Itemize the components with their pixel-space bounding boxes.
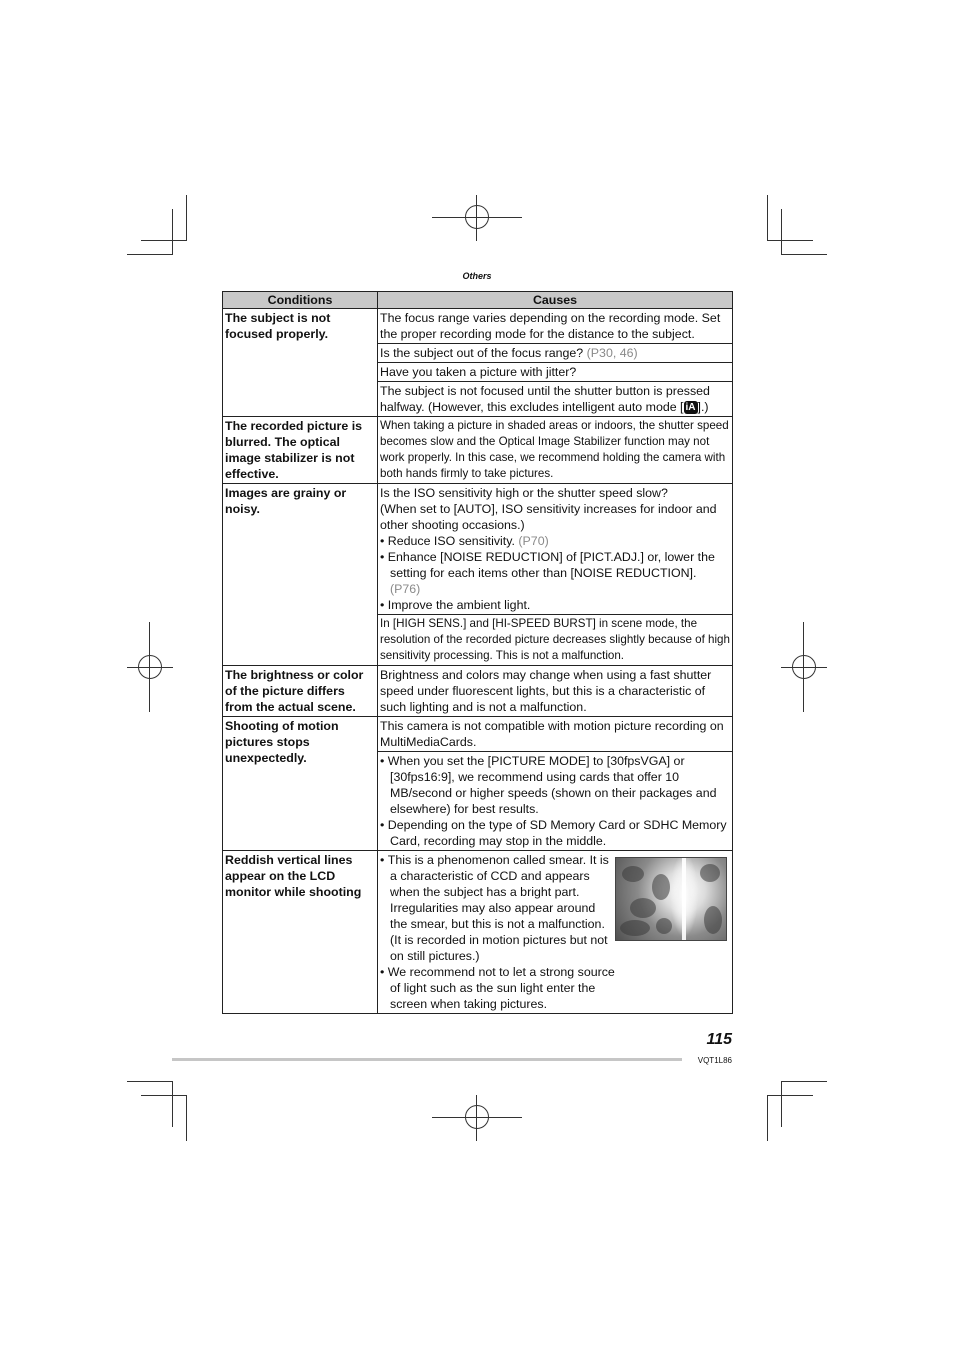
bullet-text: Reduce ISO sensitivity. [387,534,515,548]
bullet-item: • We recommend not to let a strong source of light such as the sun light enter the screen when taking pictures. [380,965,615,1011]
troubleshooting-table [222,291,733,1014]
table-row [223,309,733,344]
page-number: 115 [706,1031,732,1048]
page-reference: (P30, 46) [586,346,638,360]
table-row [223,417,733,484]
cause-cell [378,382,733,417]
smear-section [380,852,730,1012]
cause-text: Is the subject out of the focus range? [380,346,584,360]
bullet-text: Enhance [NOISE REDUCTION] of [PICT.ADJ.] or, lower the setting for each items other than [NOISE REDUCTION]. [387,550,715,580]
bullet-text: Improve the ambient light. [387,598,531,612]
bullet-item: • Reduce ISO sensitivity. (P70) [380,534,549,548]
intelligent-auto-icon: iA [685,402,696,414]
condition-cell: The recorded picture is blurred. The optical image stabilizer is not effective. [223,417,378,484]
table-row [223,851,733,1014]
bullet-item: • Improve the ambient light. [380,598,531,612]
bullet-item: • Enhance [NOISE REDUCTION] of [PICT.ADJ.] or, lower the setting for each items other than [NOISE REDUCTION]. (P76) [380,550,715,596]
cause-text: The subject is not focused until the shutter button is pressed halfway. (However, this excludes intelligent auto mode [ [380,384,710,414]
column-header-conditions: Conditions [223,292,378,309]
page-reference: (P76) [390,582,421,596]
cause-text: Is the ISO sensitivity high or the shutter speed slow? [380,486,668,500]
cause-cell: In [HIGH SENS.] and [HI-SPEED BURST] in scene mode, the resolution of the recorded picture decreases slightly because of high sensitivity processing. This is not a malfunction. [378,615,733,666]
cause-note: (When set to [AUTO], ISO sensitivity increases for indoor and other shooting occasions.) [380,502,717,532]
condition-cell: Shooting of motion pictures stops unexpectedly. [223,717,378,851]
cause-cell [378,752,733,851]
condition-cell: Images are grainy or noisy. [223,484,378,666]
document-code: VQT1L86 [697,1056,732,1065]
footer-rule [172,1058,682,1061]
cause-cell [378,484,733,615]
bullet-item: • This is a phenomenon called smear. It is a characteristic of CCD and appears when the subject has a bright part. Irregularities may also appear around the smear, but this is not a malfunction. (It is recorded in motion pictures but not on still pictures.) [380,853,609,963]
smear-streak [682,858,686,940]
cause-cell: The focus range varies depending on the recording mode. Set the proper recording mode for the distance to the subject. [378,309,733,344]
section-label: Others [462,271,492,281]
cause-cell [378,851,733,1014]
cause-cell: When taking a picture in shaded areas or indoors, the shutter speed becomes slow and the Optical Image Stabilizer function may not work properly. In this case, we recommend holding the camera with both hands firmly to take pictures. [378,417,733,484]
condition-cell: Reddish vertical lines appear on the LCD monitor while shooting [223,851,378,1014]
cause-cell [378,344,733,363]
bullet-text: This is a phenomenon called smear. It is a characteristic of CCD and appears when the subject has a bright part. Irregularities may also appear around the smear, but this is not a malfunction. (It is recorded in motion pictures but not on still pictures.) [387,853,609,963]
condition-cell: The subject is not focused properly. [223,309,378,417]
cause-cell: Have you taken a picture with jitter? [378,363,733,382]
cause-text: ].) [697,400,709,414]
bullet-item: • When you set the [PICTURE MODE] to [30fpsVGA] or [30fps16:9], we recommend using cards that offer 10 MB/second or higher speeds (shown on their packages and elsewhere) for best results. [380,754,717,816]
bullet-text: Depending on the type of SD Memory Card or SDHC Memory Card, recording may stop in the middle. [387,818,727,848]
table-row [223,717,733,752]
bullet-text: We recommend not to let a strong source of light such as the sun light enter the screen when taking pictures. [387,965,615,1011]
cause-cell: This camera is not compatible with motion picture recording on MultiMediaCards. [378,717,733,752]
smear-text-block [380,852,612,964]
smear-example-photo [615,857,727,941]
condition-cell: The brightness or color of the picture differs from the actual scene. [223,666,378,717]
table-row [223,666,733,717]
column-header-causes: Causes [378,292,733,309]
table-header-row [223,292,733,309]
table-row [223,484,733,615]
page-reference: (P70) [518,534,549,548]
bullet-text: When you set the [PICTURE MODE] to [30fpsVGA] or [30fps16:9], we recommend using cards that offer 10 MB/second or higher speeds (shown on their packages and elsewhere) for best results. [387,754,717,816]
cause-cell: Brightness and colors may change when using a fast shutter speed under fluorescent lights, but this is a characteristic of such lighting and is not a malfunction. [378,666,733,717]
bullet-item: • Depending on the type of SD Memory Card or SDHC Memory Card, recording may stop in the middle. [380,818,727,848]
